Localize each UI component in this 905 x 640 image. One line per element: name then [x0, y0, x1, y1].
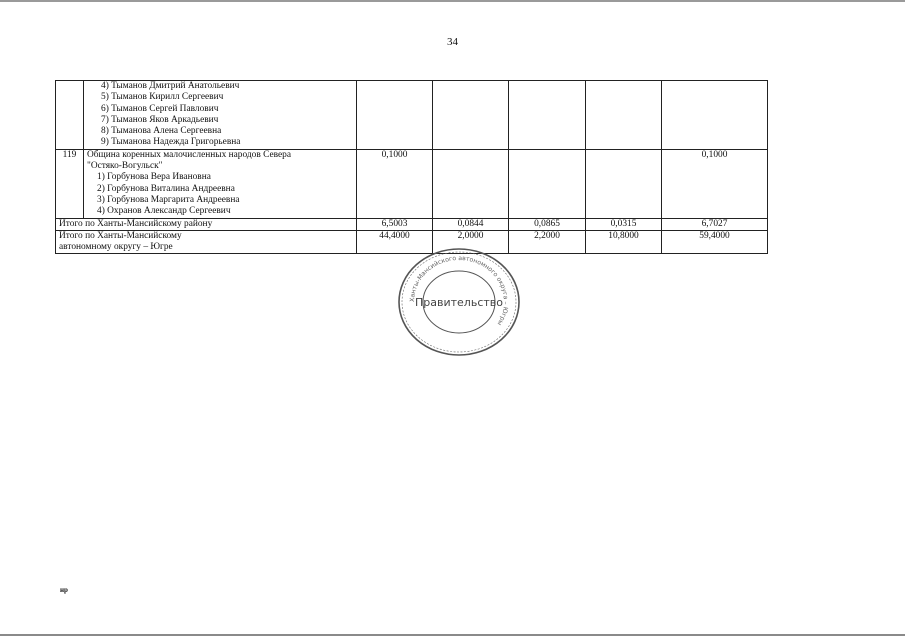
members-cell — [84, 81, 357, 150]
member-name: 8) Тыманова Алена Сергеевна — [101, 126, 222, 137]
value-cell: 59,4000 — [662, 230, 768, 254]
value-cell: 6,7027 — [662, 218, 768, 230]
scan-bottom-edge — [0, 634, 905, 636]
value-cell — [357, 81, 433, 150]
government-seal-stamp — [396, 246, 522, 358]
member-name: 3) Горбунова Маргарита Андреевна — [97, 194, 240, 205]
table-row-119 — [56, 149, 768, 218]
value-cell: 0,0865 — [509, 218, 586, 230]
scan-top-edge — [0, 0, 905, 2]
member-name: 4) Охранов Александр Сергеевич — [97, 206, 231, 217]
value-cell: 2,2000 — [509, 230, 586, 254]
value-cell — [509, 149, 586, 218]
member-name: 7) Тыманов Яков Аркадьевич — [101, 114, 219, 125]
value-cell: 0,1000 — [357, 149, 433, 218]
row-number: 119 — [56, 149, 84, 218]
footer-initials: нр — [60, 586, 68, 594]
member-name: 9) Тыманова Надежда Григорьевна — [101, 137, 241, 148]
value-cell: 0,0844 — [433, 218, 509, 230]
total-district-label: Итого по Ханты-Мансийскому району — [56, 218, 357, 230]
member-name: 5) Тыманов Кирилл Сергеевич — [101, 92, 224, 103]
land-allocation-table — [55, 80, 768, 254]
value-cell: 2,0000 — [433, 230, 509, 254]
member-name: 6) Тыманов Сергей Павлович — [101, 103, 219, 114]
seal-ring-text-path: Ханты-Мансийского автономного округа – Югры — [408, 254, 510, 327]
value-cell — [509, 81, 586, 150]
total-okrug-label-line1: Итого по Ханты-Мансийскому — [59, 230, 182, 241]
value-cell — [586, 149, 662, 218]
organization-cell — [84, 149, 357, 218]
value-cell: 0,1000 — [662, 149, 768, 218]
organization-name: Община коренных малочисленных народов Севера — [87, 149, 292, 160]
member-name: 2) Горбунова Виталина Андреевна — [97, 183, 235, 194]
value-cell: 10,8000 — [586, 230, 662, 254]
table-row-continued — [56, 81, 768, 150]
value-cell: 44,4000 — [357, 230, 433, 254]
page-number: 34 — [447, 36, 458, 48]
value-cell — [662, 81, 768, 150]
total-okrug-label — [56, 230, 357, 254]
table-row-total-district — [56, 218, 768, 230]
value-cell — [433, 81, 509, 150]
total-okrug-label-line2: автономному округу – Югре — [59, 242, 173, 253]
seal-center-text: Правительство — [415, 296, 503, 309]
value-cell: 0,0315 — [586, 218, 662, 230]
value-cell: 6,5003 — [357, 218, 433, 230]
member-name: 1) Горбунова Вера Ивановна — [97, 172, 211, 183]
row-number-cell — [56, 81, 84, 150]
value-cell — [586, 81, 662, 150]
seal-ring-text — [409, 255, 509, 327]
member-name: 4) Тыманов Дмитрий Анатольевич — [101, 81, 240, 91]
value-cell — [433, 149, 509, 218]
organization-name-quoted: "Остяко-Вогульск" — [87, 161, 163, 172]
